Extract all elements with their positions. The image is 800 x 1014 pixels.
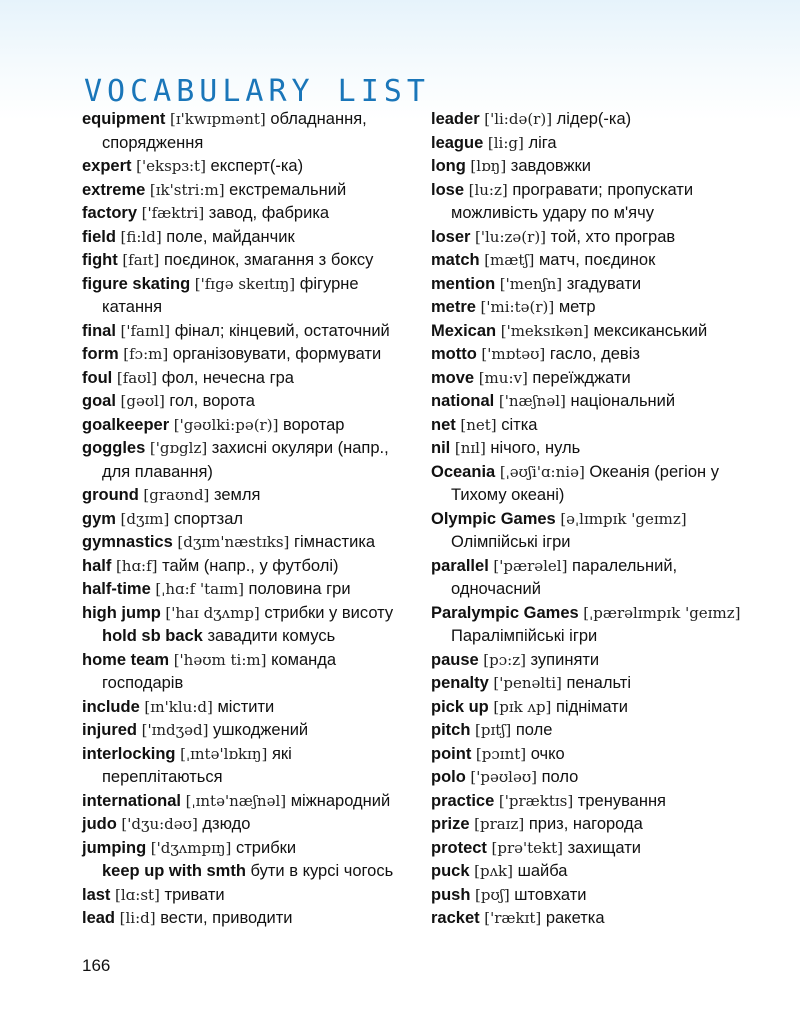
vocab-entry <box>431 790 771 814</box>
headword: goalkeeper <box>82 415 170 434</box>
headword: ground <box>82 486 139 504</box>
translation: гасло, девіз <box>549 345 640 363</box>
vocab-entry <box>431 390 771 414</box>
headword: keep up with smth <box>102 862 246 880</box>
vocab-entry <box>82 578 412 602</box>
vocab-entry <box>82 108 412 155</box>
vocab-entry <box>431 508 771 555</box>
translation: мексиканський <box>593 321 708 340</box>
translation: матч, поєдинок <box>538 251 656 269</box>
translation: тренування <box>577 791 666 810</box>
translation: поле, майданчик <box>166 227 295 246</box>
headword: long <box>431 157 466 175</box>
headword: goggles <box>82 439 146 457</box>
vocab-entry <box>82 602 412 626</box>
vocab-entry <box>431 320 771 344</box>
headword: push <box>431 885 471 904</box>
translation: штовхати <box>514 885 587 904</box>
headword: league <box>431 133 484 152</box>
translation: містити <box>217 697 275 716</box>
vocab-entry <box>431 649 771 673</box>
headword: polo <box>431 768 466 786</box>
headword: half <box>82 556 112 575</box>
translation: приз, нагорода <box>528 815 643 833</box>
headword: prize <box>431 815 470 833</box>
translation: фігурне катання <box>102 274 359 316</box>
vocab-entry <box>82 202 412 226</box>
translation: стрибки <box>236 838 297 857</box>
transcription: [graʊnd] <box>143 486 210 504</box>
transcription: [fɔ:m] <box>123 345 169 363</box>
vocab-entry <box>82 155 412 179</box>
translation: поло <box>541 768 579 786</box>
translation: нічого, нуль <box>490 439 581 457</box>
translation: бути в курсі чогось <box>250 862 394 880</box>
transcription: ['ekspɜ:t] <box>136 157 206 175</box>
transcription: ['gɒglz] <box>149 439 208 457</box>
transcription: ['pəʊləʊ] <box>470 768 538 786</box>
vocab-entry <box>431 179 771 226</box>
vocab-entry <box>82 625 412 649</box>
transcription: ['li:də(r)] <box>484 110 553 128</box>
vocab-entry <box>431 907 771 931</box>
headword: Mexican <box>431 321 497 340</box>
vocab-entry <box>431 437 771 461</box>
translation: ушкоджений <box>213 721 309 739</box>
headword: jumping <box>82 838 147 857</box>
translation: екстремальний <box>229 180 347 199</box>
transcription: [ˌpærəlɪmpɪk 'geɪmz] <box>583 603 741 622</box>
headword: Olympic Games <box>431 509 556 528</box>
transcription: ['dʒʌmpɪŋ] <box>150 838 232 857</box>
vocab-entry <box>82 790 412 814</box>
vocab-entry <box>82 649 412 696</box>
headword: mention <box>431 274 496 293</box>
transcription: [faʊl] <box>116 368 158 387</box>
translation: захищати <box>567 838 641 857</box>
headword: practice <box>431 791 495 810</box>
vocab-entry <box>82 907 412 931</box>
translation: шайба <box>517 862 568 880</box>
vocab-entry <box>431 837 771 861</box>
page-title: VOCABULARY LIST <box>84 74 430 110</box>
vocab-entry <box>82 249 412 273</box>
translation: завдовжки <box>510 157 591 175</box>
headword: pause <box>431 650 479 669</box>
translation: організовувати, формувати <box>172 345 382 363</box>
headword: include <box>82 697 140 716</box>
transcription: [ˌhɑ:f 'taɪm] <box>155 580 244 598</box>
headword: international <box>82 791 182 810</box>
headword: form <box>82 345 119 363</box>
headword: hold sb back <box>102 627 203 645</box>
headword: factory <box>82 204 138 222</box>
vocab-entry <box>82 719 412 743</box>
vocab-entry <box>82 813 412 837</box>
translation: ракетка <box>545 909 605 927</box>
headword: net <box>431 415 456 434</box>
translation: тайм (напр., у футболі) <box>162 556 339 575</box>
transcription: ['pærəlel] <box>493 556 568 575</box>
vocab-entry <box>82 555 412 579</box>
transcription: [nɪl] <box>454 439 486 457</box>
transcription: [ɪ'kwɪpmənt] <box>170 110 266 128</box>
vocab-entry <box>431 602 771 649</box>
headword: puck <box>431 862 470 880</box>
headword: move <box>431 368 475 387</box>
translation: земля <box>214 486 261 504</box>
translation: гімнастика <box>293 533 376 551</box>
translation: вести, приводити <box>160 909 293 927</box>
headword: leader <box>431 110 480 128</box>
translation: спортзал <box>173 509 244 528</box>
headword: field <box>82 227 116 246</box>
translation: паралельний, одночасний <box>451 556 678 598</box>
headword: high jump <box>82 603 161 622</box>
vocab-entry <box>82 343 412 367</box>
transcription: [mætʃ] <box>484 251 535 269</box>
headword: injured <box>82 721 138 739</box>
translation: очко <box>530 744 565 763</box>
translation: гол, ворота <box>169 392 255 410</box>
vocab-entry <box>82 884 412 908</box>
headword: interlocking <box>82 744 176 763</box>
vocab-entry <box>82 273 412 320</box>
vocab-entry <box>82 531 412 555</box>
transcription: ['lu:zə(r)] <box>475 227 547 246</box>
vocab-entry <box>82 226 412 250</box>
translation: переїжджати <box>532 368 631 387</box>
vocab-entry <box>82 696 412 720</box>
headword: point <box>431 744 472 763</box>
vocab-entry <box>82 367 412 391</box>
vocab-entry <box>431 813 771 837</box>
translation: команда господарів <box>102 650 337 692</box>
vocab-entry <box>431 696 771 720</box>
transcription: ['ɪndʒəd] <box>141 721 209 739</box>
translation: національний <box>570 392 676 410</box>
vocab-entry <box>82 484 412 508</box>
vocab-entry <box>431 155 771 179</box>
vocab-entry <box>431 672 771 696</box>
vocab-column-right <box>431 108 771 931</box>
headword: national <box>431 392 495 410</box>
transcription: [lu:z] <box>468 180 508 199</box>
translation: Океанія (регіон у Тихому океані) <box>451 462 719 504</box>
headword: metre <box>431 298 476 316</box>
headword: lose <box>431 180 465 199</box>
vocab-entry <box>431 414 771 438</box>
vocab-entry <box>82 320 412 344</box>
transcription: ['præktɪs] <box>498 791 574 810</box>
translation: завадити комусь <box>207 627 336 645</box>
vocab-entry <box>82 508 412 532</box>
headword: home team <box>82 650 170 669</box>
transcription: [ˌəʊʃi'ɑ:niə] <box>499 462 585 481</box>
translation: пенальті <box>566 674 631 692</box>
transcription: [faɪt] <box>122 251 160 269</box>
transcription: [mu:v] <box>478 368 528 387</box>
vocab-entry <box>431 132 771 156</box>
transcription: ['meksɪkən] <box>500 321 589 340</box>
vocab-entry <box>82 390 412 414</box>
translation: той, хто програв <box>550 227 676 246</box>
transcription: [dʒɪm] <box>120 509 170 528</box>
vocab-entry <box>431 108 771 132</box>
headword: half-time <box>82 580 151 598</box>
vocab-entry <box>82 837 412 861</box>
transcription: [net] <box>460 415 497 434</box>
headword: racket <box>431 909 480 927</box>
headword: extreme <box>82 180 146 199</box>
transcription: [əˌlɪmpɪk 'geɪmz] <box>560 509 687 528</box>
transcription: [pʊʃ] <box>475 885 510 904</box>
transcription: [ɪn'klu:d] <box>144 697 213 716</box>
translation: програвати; пропускати можливість удару по м'ячу <box>451 180 694 222</box>
transcription: ['dʒu:dəʊ] <box>121 815 198 833</box>
transcription: [pɔɪnt] <box>475 744 527 763</box>
transcription: [li:g] <box>487 133 524 152</box>
transcription: ['fæktri] <box>141 204 205 222</box>
transcription: [ˌɪntə'næʃnəl] <box>185 791 287 810</box>
translation: піднімати <box>556 697 628 716</box>
vocab-entry <box>82 860 412 884</box>
translation: фол, нечесна гра <box>161 368 294 387</box>
headword: figure skating <box>82 274 191 293</box>
vocab-entry <box>431 296 771 320</box>
vocab-entry <box>431 226 771 250</box>
transcription: [pɪk ʌp] <box>493 697 552 716</box>
transcription: ['menʃn] <box>499 274 563 293</box>
transcription: ['mɒtəʊ] <box>481 345 546 363</box>
vocab-entry <box>431 743 771 767</box>
translation: воротар <box>283 415 345 434</box>
headword: goal <box>82 392 116 410</box>
translation: Паралімпійські ігри <box>451 627 598 645</box>
headword: Paralympic Games <box>431 603 579 622</box>
vocab-column-left <box>82 108 412 931</box>
transcription: ['həʊm ti:m] <box>173 650 267 669</box>
headword: judo <box>82 815 117 833</box>
headword: gym <box>82 509 116 528</box>
transcription: ['gəʊlki:pə(r)] <box>173 415 279 434</box>
transcription: [hɑ:f] <box>115 556 158 575</box>
translation: поєдинок, змагання з боксу <box>163 251 374 269</box>
headword: final <box>82 321 116 340</box>
translation: половина гри <box>248 580 351 598</box>
translation: завод, фабрика <box>208 204 330 222</box>
headword: Oceania <box>431 462 496 481</box>
vocab-entry <box>431 273 771 297</box>
transcription: [lɑ:st] <box>115 885 160 904</box>
vocab-entry <box>431 766 771 790</box>
headword: foul <box>82 368 113 387</box>
headword: last <box>82 885 111 904</box>
translation: згадувати <box>566 274 642 293</box>
transcription: [ˌɪntə'lɒkɪŋ] <box>180 744 268 763</box>
headword: expert <box>82 157 132 175</box>
transcription: [fi:ld] <box>120 227 162 246</box>
translation: Олімпійські ігри <box>451 533 571 551</box>
transcription: [ɪk'stri:m] <box>149 180 225 199</box>
vocab-entry <box>82 743 412 790</box>
headword: equipment <box>82 110 166 128</box>
vocab-entry <box>431 860 771 884</box>
transcription: [li:d] <box>119 909 156 927</box>
vocab-entry <box>82 179 412 203</box>
headword: pick up <box>431 697 489 716</box>
headword: loser <box>431 227 471 246</box>
headword: pitch <box>431 721 471 739</box>
translation: експерт(-ка) <box>210 157 304 175</box>
translation: ліга <box>528 133 557 152</box>
vocab-entry <box>431 719 771 743</box>
transcription: [dʒɪm'næstɪks] <box>177 533 290 551</box>
transcription: ['haɪ dʒʌmp] <box>165 603 260 622</box>
transcription: [pɪtʃ] <box>475 721 512 739</box>
transcription: ['rækɪt] <box>484 909 542 927</box>
vocab-entry <box>431 461 771 508</box>
translation: стрибки у висоту <box>264 603 394 622</box>
headword: penalty <box>431 674 489 692</box>
translation: метр <box>558 298 596 316</box>
headword: gymnastics <box>82 533 173 551</box>
vocab-entry <box>82 437 412 484</box>
translation: зупиняти <box>530 650 600 669</box>
transcription: [gəʊl] <box>120 392 165 410</box>
page-number: 166 <box>82 956 111 975</box>
translation: обладнання, спорядження <box>102 110 367 152</box>
vocab-entry <box>431 249 771 273</box>
vocab-entry <box>431 555 771 602</box>
transcription: [pʌk] <box>474 862 513 880</box>
translation: фінал; кінцевий, остаточний <box>174 321 390 340</box>
translation: сітка <box>501 415 538 434</box>
headword: motto <box>431 345 477 363</box>
translation: міжнародний <box>290 791 391 810</box>
translation: тривати <box>164 885 225 904</box>
transcription: [praɪz] <box>474 815 525 833</box>
transcription: ['mi:tə(r)] <box>480 298 555 316</box>
vocab-entry <box>431 884 771 908</box>
headword: nil <box>431 439 451 457</box>
headword: match <box>431 251 480 269</box>
vocab-entry <box>431 343 771 367</box>
transcription: ['faɪnl] <box>120 321 171 340</box>
headword: lead <box>82 909 116 927</box>
vocab-entry <box>431 367 771 391</box>
vocab-entry <box>82 414 412 438</box>
translation: дзюдо <box>202 815 251 833</box>
transcription: [prə'tekt] <box>491 838 564 857</box>
transcription: [lɒŋ] <box>470 157 507 175</box>
transcription: ['næʃnəl] <box>498 392 566 410</box>
headword: fight <box>82 251 118 269</box>
translation: які переплітаються <box>102 744 292 786</box>
transcription: [pɔ:z] <box>483 650 526 669</box>
transcription: ['fɪgə skeɪtɪŋ] <box>194 274 296 293</box>
translation: лідер(-ка) <box>556 110 632 128</box>
transcription: ['penəlti] <box>493 674 562 692</box>
headword: protect <box>431 838 487 857</box>
headword: parallel <box>431 556 489 575</box>
translation: захисні окуляри (напр., для плавання) <box>102 439 389 481</box>
translation: поле <box>515 721 553 739</box>
